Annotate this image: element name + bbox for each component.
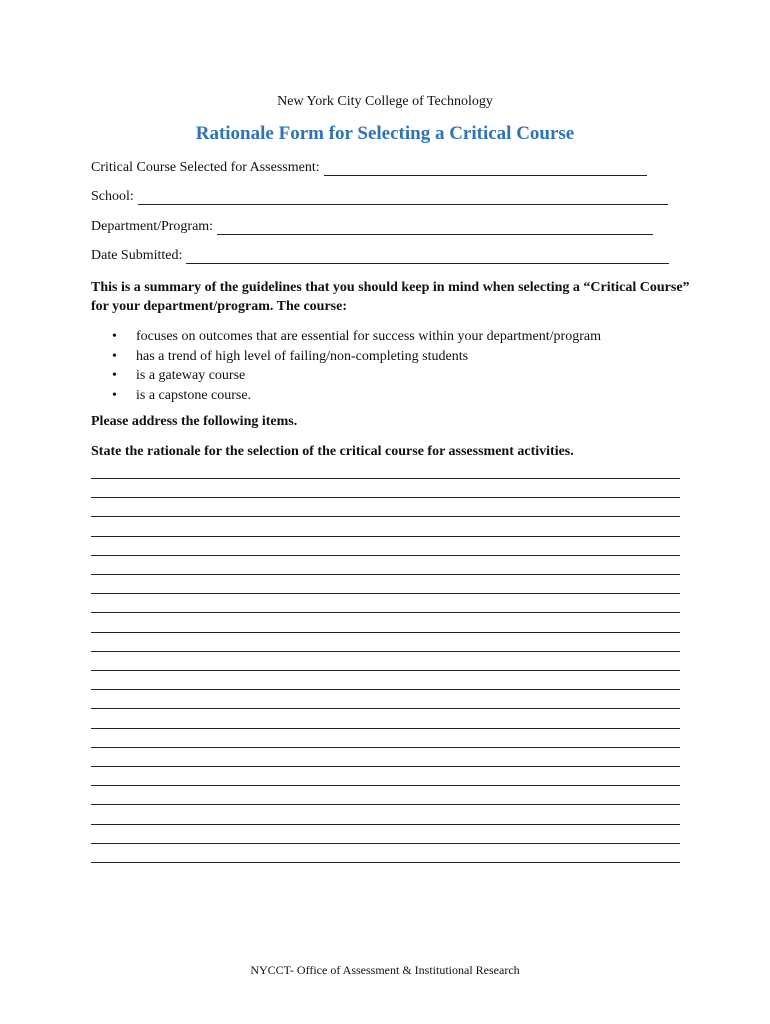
writing-line[interactable] [91, 651, 680, 652]
field-school [91, 189, 668, 205]
list-item: • has a trend of high level of failing/non-completing students [110, 347, 601, 367]
writing-line[interactable] [91, 478, 680, 479]
bullet-icon: • [112, 348, 117, 364]
writing-line[interactable] [91, 728, 680, 729]
guidelines-list [110, 327, 601, 405]
writing-line[interactable] [91, 824, 680, 825]
writing-line[interactable] [91, 497, 680, 498]
writing-line[interactable] [91, 708, 680, 709]
writing-line[interactable] [91, 689, 680, 690]
writing-line[interactable] [91, 516, 680, 517]
writing-line[interactable] [91, 593, 680, 594]
writing-line[interactable] [91, 632, 680, 633]
writing-line[interactable] [91, 747, 680, 748]
bullet-icon: • [112, 368, 117, 383]
department-input-line[interactable] [217, 222, 653, 235]
guidelines-summary: This is a summary of the guidelines that you should keep in mind when selecting a “Critical Course” for your department/program. The course: [91, 280, 690, 314]
field-label: Department/Program: [91, 219, 214, 234]
bullet-icon: • [112, 329, 117, 344]
form-title: Rationale Form for Selecting a Critical Course [195, 123, 575, 144]
writing-line[interactable] [91, 536, 680, 537]
field-department [91, 219, 653, 235]
field-label: Date Submitted: [91, 248, 183, 263]
list-item: • is a capstone course. [110, 386, 601, 406]
address-items-instruction: Please address the following items. [91, 414, 298, 429]
writing-line[interactable] [91, 766, 680, 767]
field-critical-course [91, 160, 647, 176]
school-input-line[interactable] [138, 192, 668, 205]
writing-line[interactable] [91, 670, 680, 671]
page-footer: NYCCT- Office of Assessment & Institutional Research [250, 963, 520, 977]
writing-line[interactable] [91, 785, 680, 786]
bullet-icon: • [112, 387, 117, 403]
critical-course-input-line[interactable] [324, 163, 647, 176]
list-item: • is a gateway course [110, 366, 601, 386]
institution-name: New York City College of Technology [277, 94, 493, 109]
writing-line[interactable] [91, 555, 680, 556]
list-item: • focuses on outcomes that are essential for success within your department/program [110, 327, 601, 347]
writing-line[interactable] [91, 574, 680, 575]
writing-line[interactable] [91, 804, 680, 805]
field-label: Critical Course Selected for Assessment: [91, 160, 320, 175]
writing-line[interactable] [91, 843, 680, 844]
field-label: School: [91, 189, 134, 204]
field-date-submitted [91, 248, 669, 264]
writing-line[interactable] [91, 862, 680, 863]
rationale-prompt: State the rationale for the selection of the critical course for assessment activities. [91, 444, 574, 459]
writing-line[interactable] [91, 612, 680, 613]
date-submitted-input-line[interactable] [186, 251, 669, 264]
